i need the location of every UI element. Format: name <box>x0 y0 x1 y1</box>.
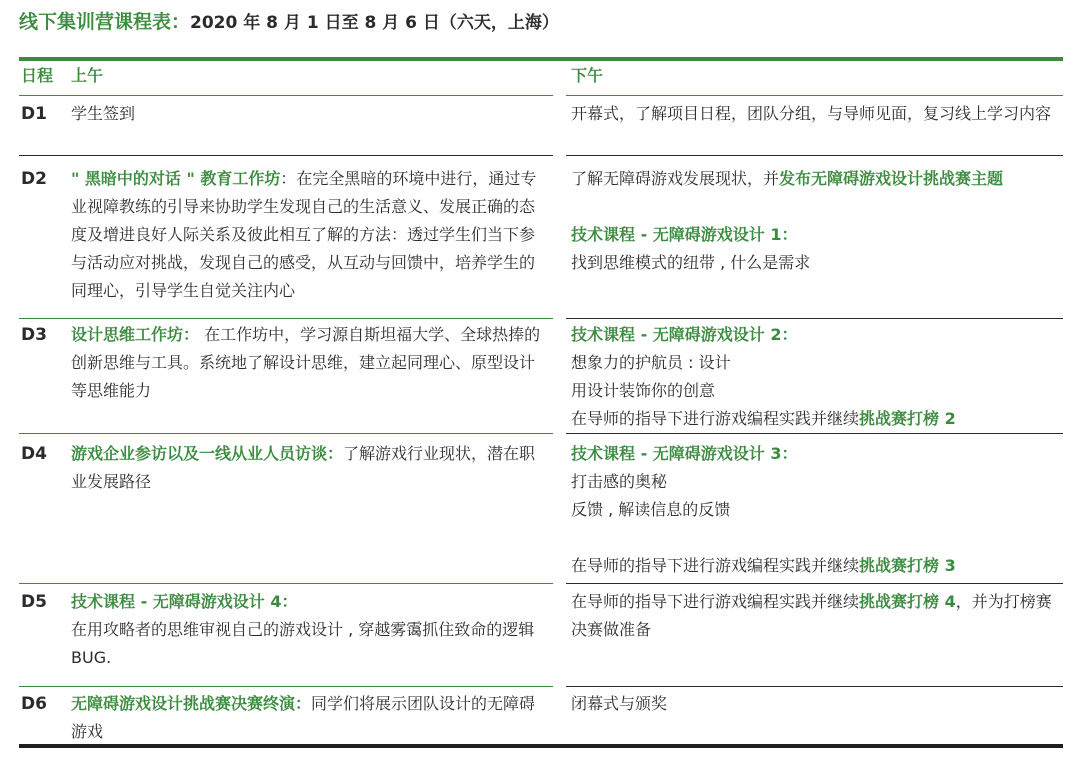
table-bottom-rule <box>19 744 1063 748</box>
morning-line <box>71 588 549 616</box>
afternoon-text: 在导师的指导下进行游戏编程实践并继续 <box>571 409 860 428</box>
day-label: D1 <box>21 104 47 124</box>
morning-line <box>71 321 549 405</box>
header-am: 上午 <box>71 66 104 85</box>
morning-text: 学生签到 <box>71 104 136 123</box>
morning-text: 了解游戏行业现状，潜在职业发展路径 <box>71 444 536 491</box>
afternoon-highlight: 技术课程 - 无障碍游戏设计 2： <box>571 325 798 344</box>
row-divider <box>566 155 1063 156</box>
afternoon-cell <box>571 100 1063 128</box>
morning-highlight: 设计思维工作坊： <box>71 325 200 344</box>
morning-cell <box>71 440 549 496</box>
row-divider <box>19 318 553 319</box>
day-label: D5 <box>21 592 47 612</box>
afternoon-line <box>571 321 1063 349</box>
afternoon-line <box>571 524 1063 552</box>
afternoon-line <box>571 100 1063 128</box>
row-divider <box>19 155 553 156</box>
afternoon-cell <box>571 440 1063 580</box>
afternoon-line <box>571 588 1063 644</box>
morning-text: 在工作坊中，学习源自斯坦福大学、全球热捧的创新思维与工具。系统地了解设计思维，建立起同理心、原型设计等思维能力 <box>71 325 541 400</box>
afternoon-line <box>571 349 1063 377</box>
afternoon-line <box>571 405 1063 433</box>
day-label: D3 <box>21 325 47 345</box>
afternoon-cell <box>571 165 1063 277</box>
row-divider <box>566 318 1063 319</box>
afternoon-cell <box>571 588 1063 644</box>
title-label: 线下集训营课程表： <box>19 11 191 33</box>
morning-cell <box>71 100 549 128</box>
row-divider <box>19 583 553 584</box>
afternoon-cell <box>571 321 1063 433</box>
table-top-rule <box>19 57 1063 61</box>
morning-highlight: 无障碍游戏设计挑战赛决赛终演： <box>71 694 312 713</box>
morning-cell <box>71 690 549 746</box>
afternoon-text: 闭幕式与颁奖 <box>571 694 668 713</box>
afternoon-line <box>571 165 1063 193</box>
afternoon-text: 开幕式，了解项目日程，团队分组，与导师见面，复习线上学习内容 <box>571 104 1052 123</box>
afternoon-line <box>571 249 1063 277</box>
morning-text: 同学们将展示团队设计的无障碍游戏 <box>71 694 536 741</box>
morning-line <box>71 165 549 305</box>
afternoon-text: 在导师的指导下进行游戏编程实践并继续 <box>571 556 860 575</box>
row-divider <box>19 433 553 434</box>
morning-text: ：在完全黑暗的环境中进行，通过专业视障教练的引导来协助学生发现自己的生活意义、发展正确的态度及增进良好人际关系及彼此相互了解的方法：透过学生们当下参与活动应对挑战，发现自己的感受，从互动与回馈中，培养学生的同理心，引导学生自觉关注内心 <box>71 169 537 300</box>
afternoon-line <box>571 193 1063 221</box>
morning-line <box>71 616 549 672</box>
afternoon-line <box>571 440 1063 468</box>
header-divider-left <box>19 95 553 96</box>
afternoon-highlight: 技术课程 - 无障碍游戏设计 3： <box>571 444 798 463</box>
morning-cell <box>71 165 549 305</box>
afternoon-highlight: 技术课程 - 无障碍游戏设计 1： <box>571 225 798 244</box>
afternoon-cell <box>571 690 1063 718</box>
afternoon-highlight: 挑战赛打榜 3 <box>859 556 956 575</box>
afternoon-line <box>571 496 1063 524</box>
header-day: 日程 <box>21 66 54 85</box>
afternoon-highlight: 挑战赛打榜 4 <box>859 592 956 611</box>
day-label: D4 <box>21 444 47 464</box>
row-divider <box>19 686 553 687</box>
day-label: D6 <box>21 694 47 714</box>
afternoon-text: 了解无障碍游戏发展现状，并 <box>571 169 780 188</box>
title-dates: 2020 年 8 月 1 日至 8 月 6 日（六天，上海） <box>190 13 559 33</box>
afternoon-line <box>571 552 1063 580</box>
morning-cell <box>71 321 549 405</box>
day-label: D2 <box>21 169 47 189</box>
morning-highlight: " 黑暗中的对话 " 教育工作坊 <box>71 169 281 188</box>
row-divider <box>566 433 1063 434</box>
afternoon-text: 反馈 , 解读信息的反馈 <box>571 500 731 519</box>
afternoon-line <box>571 377 1063 405</box>
afternoon-line <box>571 690 1063 718</box>
morning-highlight: 游戏企业参访以及一线从业人员访谈： <box>71 444 344 463</box>
afternoon-text: ，并为打榜赛决赛做准备 <box>571 592 1052 639</box>
row-divider <box>566 583 1063 584</box>
afternoon-line <box>571 468 1063 496</box>
afternoon-text: 用设计装饰你的创意 <box>571 381 716 400</box>
morning-line <box>71 690 549 746</box>
morning-line <box>71 100 549 128</box>
afternoon-highlight: 挑战赛打榜 2 <box>859 409 956 428</box>
afternoon-line <box>571 221 1063 249</box>
afternoon-text: 在导师的指导下进行游戏编程实践并继续 <box>571 592 860 611</box>
afternoon-highlight: 发布无障碍游戏设计挑战赛主题 <box>779 169 1004 188</box>
morning-text: 在用攻略者的思维审视自己的游戏设计 , 穿越雾霭抓住致命的逻辑 BUG. <box>71 620 535 667</box>
header-divider-right <box>566 95 1063 96</box>
morning-highlight: 技术课程 - 无障碍游戏设计 4： <box>71 592 298 611</box>
header-pm: 下午 <box>571 66 604 85</box>
morning-cell <box>71 588 549 672</box>
afternoon-text: 打击感的奥秘 <box>571 472 668 491</box>
afternoon-text: 想象力的护航员 : 设计 <box>571 353 731 372</box>
afternoon-text: 找到思维模式的纽带 , 什么是需求 <box>571 253 811 272</box>
page-title <box>19 8 559 37</box>
row-divider <box>566 686 1063 687</box>
morning-line <box>71 440 549 496</box>
